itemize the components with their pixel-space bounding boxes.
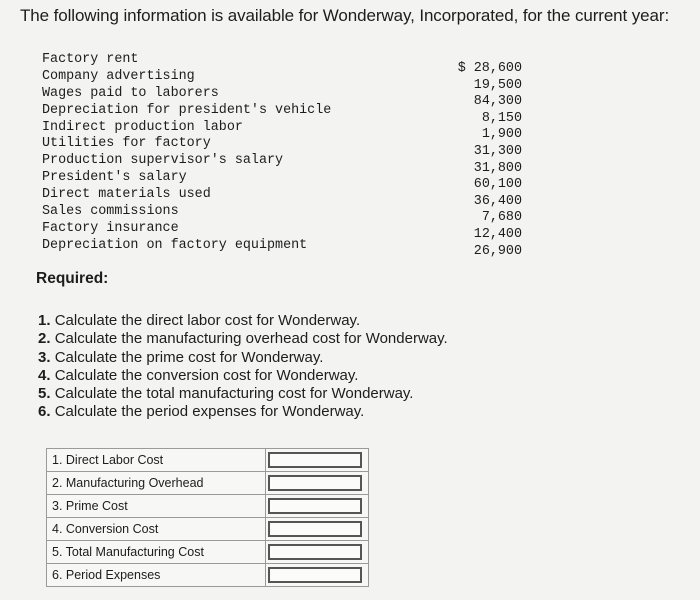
cost-label: Depreciation for president's vehicle bbox=[42, 102, 332, 118]
answer-cell bbox=[266, 564, 369, 587]
cost-label: Factory rent bbox=[42, 52, 139, 67]
required-heading: Required: bbox=[36, 270, 109, 287]
cost-amount: 1,900 bbox=[481, 127, 522, 143]
question-text: Calculate the total manufacturing cost for Wonderway. bbox=[54, 385, 414, 403]
question-number: 1. bbox=[38, 312, 51, 329]
question-item bbox=[38, 403, 448, 421]
answer-label: 1. Direct Labor Cost bbox=[47, 449, 266, 472]
cost-label: Wages paid to laborers bbox=[42, 85, 219, 101]
question-text: Calculate the conversion cost for Wonderway. bbox=[54, 366, 359, 384]
cost-amount: 31,800 bbox=[473, 160, 522, 176]
answer-row bbox=[47, 449, 369, 472]
cost-labels bbox=[42, 52, 331, 255]
question-item bbox=[38, 312, 448, 330]
cost-label: Indirect production labor bbox=[42, 119, 243, 135]
cost-amount: 8,150 bbox=[481, 110, 522, 126]
question-text: Calculate the period expenses for Wonderway. bbox=[54, 403, 365, 421]
cost-label: Utilities for factory bbox=[42, 136, 211, 152]
question-text: Calculate the manufacturing overhead cost for Wonderway. bbox=[54, 330, 448, 348]
cost-amount: $ 28,600 bbox=[457, 61, 522, 76]
answer-row bbox=[47, 472, 369, 495]
answer-label: 4. Conversion Cost bbox=[47, 518, 266, 541]
cost-amount: 36,400 bbox=[473, 193, 522, 209]
cost-amount: 19,500 bbox=[473, 77, 522, 93]
answer-cell bbox=[266, 518, 369, 541]
cost-amount: 60,100 bbox=[473, 177, 522, 193]
cost-label: Factory insurance bbox=[42, 220, 179, 236]
cost-label: Company advertising bbox=[42, 68, 195, 84]
answer-row bbox=[47, 495, 369, 518]
question-number: 2. bbox=[38, 330, 51, 348]
question-number: 4. bbox=[38, 366, 51, 384]
cost-label: Production supervisor's salary bbox=[42, 153, 284, 169]
cost-amounts bbox=[458, 61, 522, 260]
cost-amount: 7,680 bbox=[481, 210, 522, 226]
cost-label: President's salary bbox=[42, 170, 187, 186]
direct-labor-cost-input[interactable] bbox=[268, 452, 362, 468]
cost-amount: 12,400 bbox=[473, 226, 522, 242]
conversion-cost-input[interactable] bbox=[268, 521, 362, 537]
answer-label: 3. Prime Cost bbox=[47, 495, 266, 518]
total-manufacturing-cost-input[interactable] bbox=[268, 544, 362, 560]
answer-row bbox=[47, 564, 369, 587]
answer-row bbox=[47, 518, 369, 541]
answer-row bbox=[47, 541, 369, 564]
cost-amount: 84,300 bbox=[473, 94, 522, 110]
answer-label: 2. Manufacturing Overhead bbox=[47, 472, 266, 495]
cost-amount: 26,900 bbox=[473, 243, 522, 259]
answer-label: 5. Total Manufacturing Cost bbox=[47, 541, 266, 564]
cost-amount: 31,300 bbox=[473, 143, 522, 159]
cost-label: Direct materials used bbox=[42, 187, 211, 203]
prime-cost-input[interactable] bbox=[268, 498, 362, 514]
answer-cell bbox=[266, 541, 369, 564]
answer-label: 6. Period Expenses bbox=[47, 564, 266, 587]
question-number: 5. bbox=[38, 385, 51, 403]
question-item bbox=[38, 385, 448, 403]
question-text: Calculate the direct labor cost for Wonderway. bbox=[54, 312, 361, 329]
question-item bbox=[38, 330, 448, 348]
question-item bbox=[38, 367, 448, 385]
answer-cell bbox=[266, 472, 369, 495]
answer-cell bbox=[266, 449, 369, 472]
question-text: Calculate the prime cost for Wonderway. bbox=[54, 348, 324, 366]
question-item bbox=[38, 349, 448, 367]
question-number: 6. bbox=[38, 403, 51, 421]
answer-cell bbox=[266, 495, 369, 518]
intro-text: The following information is available for Wonderway, Incorporated, for the current year: bbox=[20, 6, 670, 25]
question-list bbox=[38, 312, 448, 422]
answer-table bbox=[46, 448, 369, 587]
cost-label: Depreciation on factory equipment bbox=[42, 237, 308, 253]
cost-label: Sales commissions bbox=[42, 204, 179, 220]
period-expenses-input[interactable] bbox=[268, 567, 362, 583]
question-number: 3. bbox=[38, 348, 51, 366]
manufacturing-overhead-input[interactable] bbox=[268, 475, 362, 491]
